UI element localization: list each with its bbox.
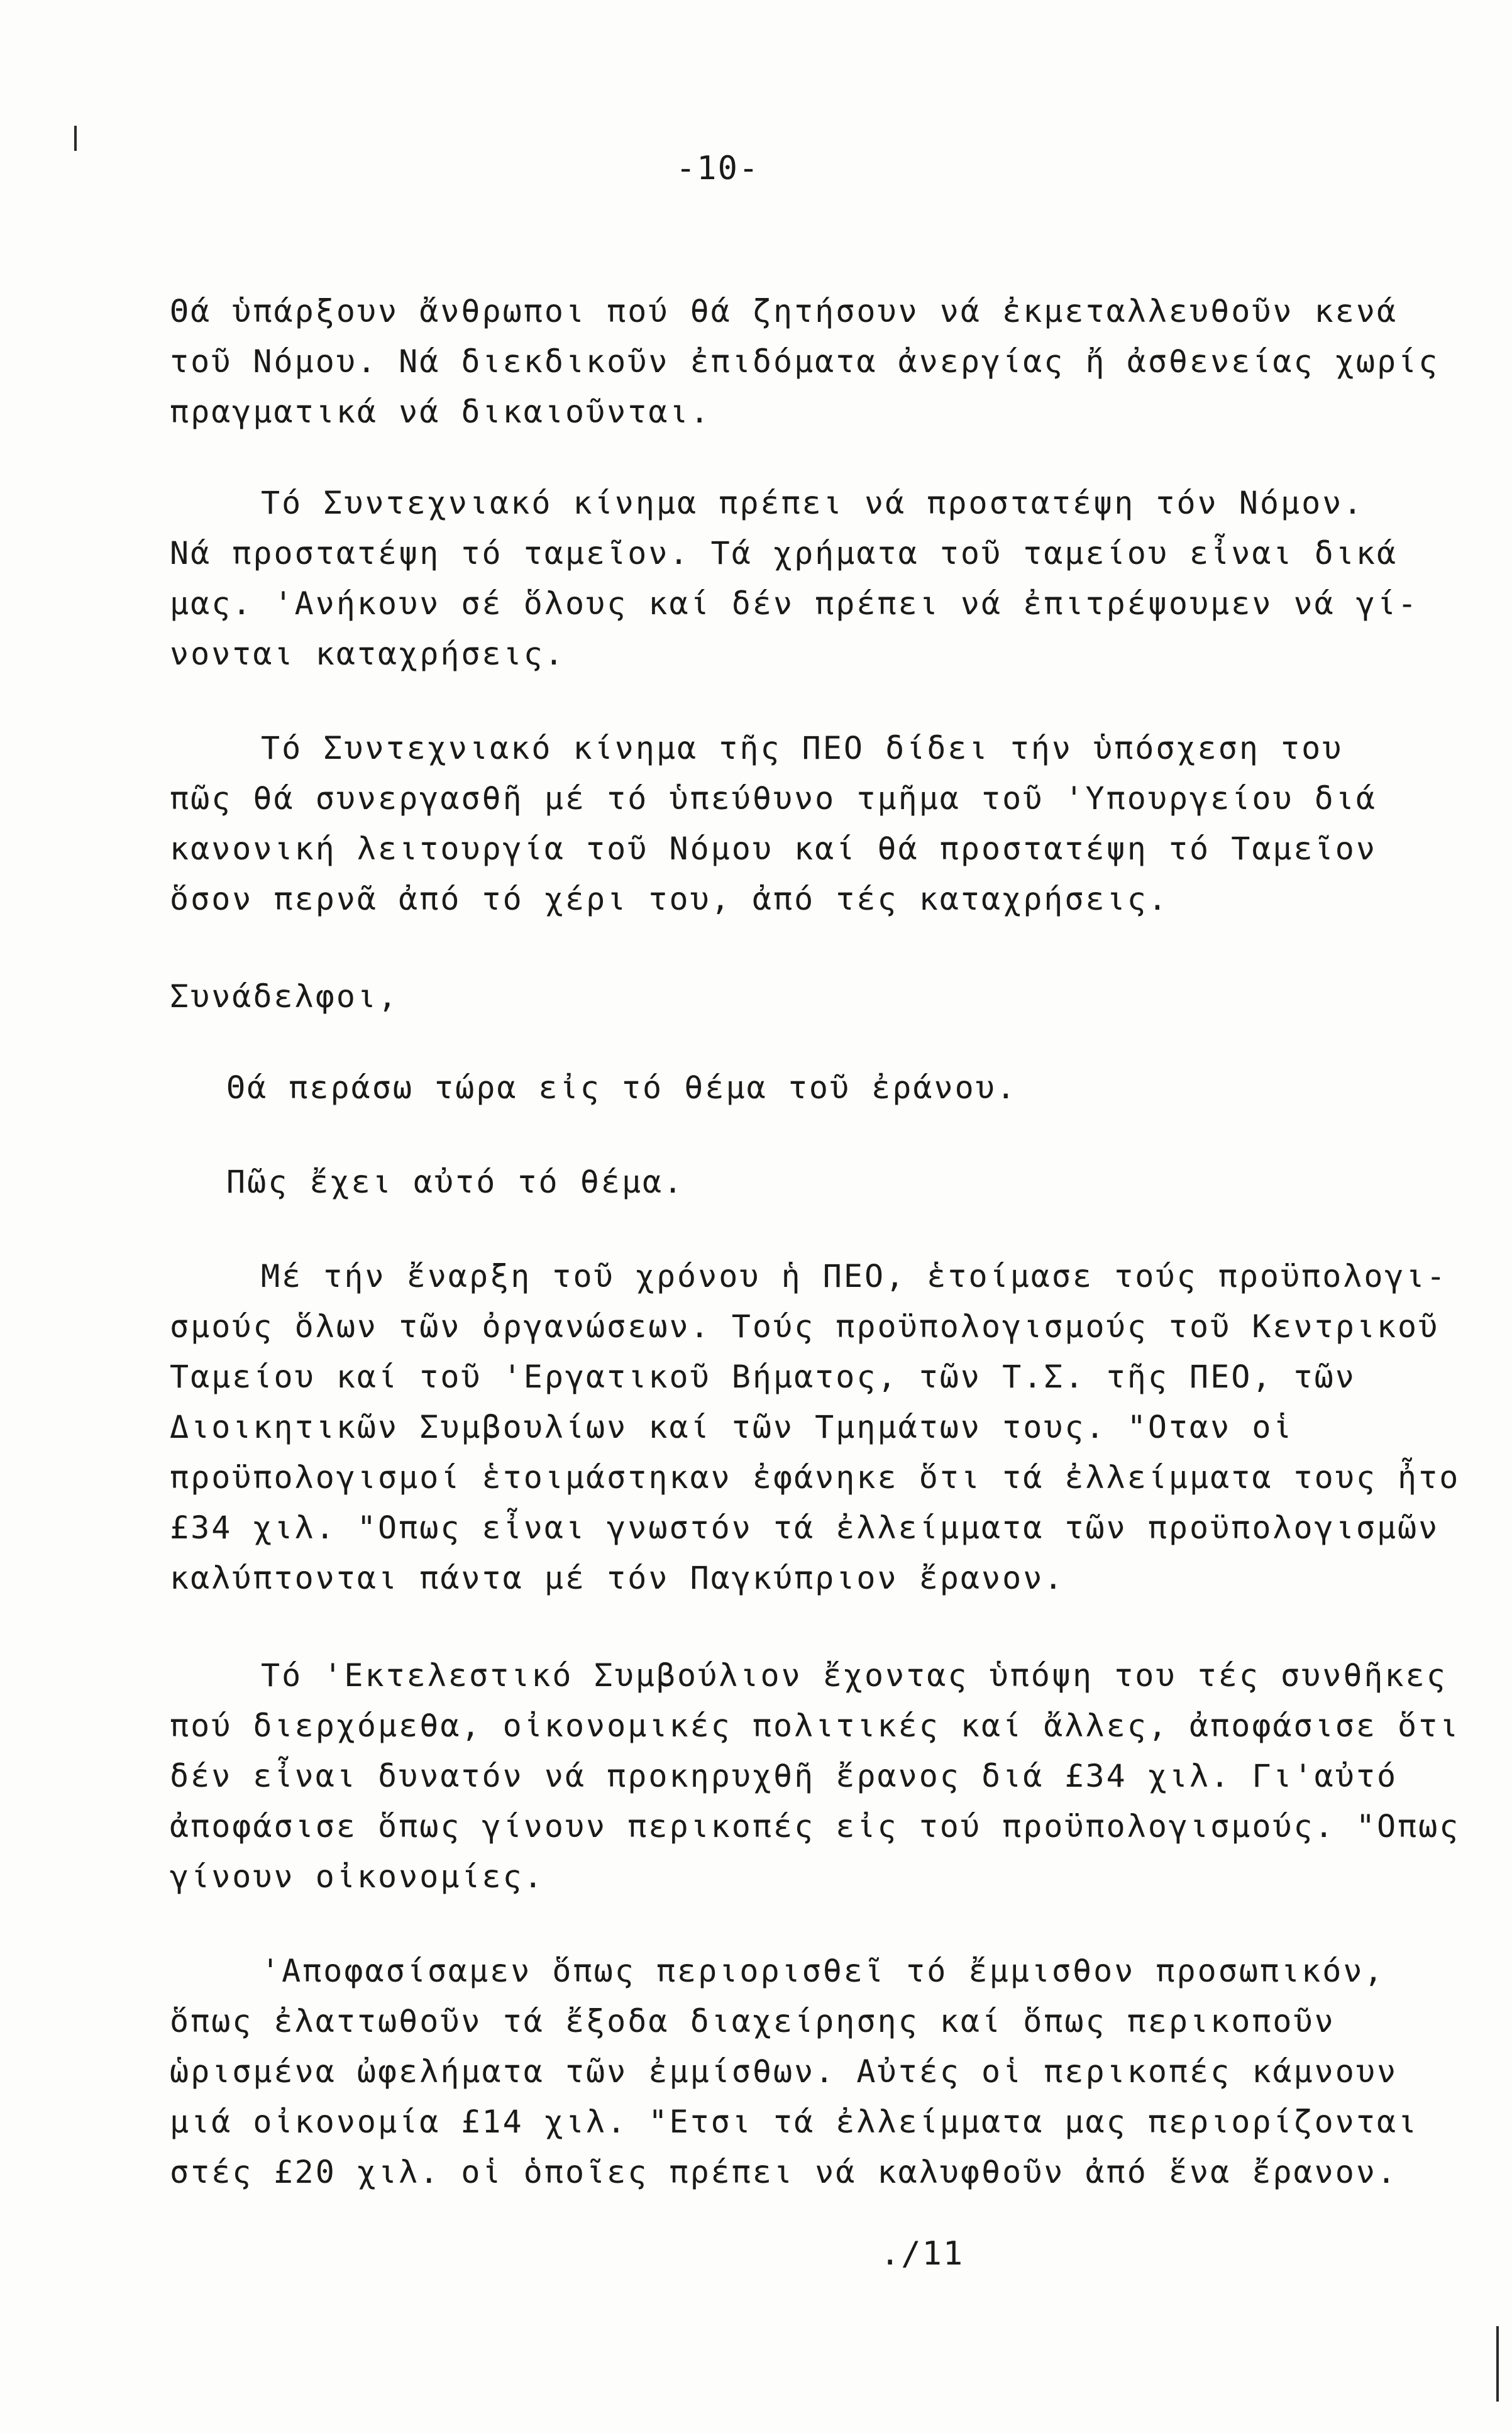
text-line: μας. 'Ανήκουν σέ ὅλους καί δέν πρέπει νά ἐπιτρέψουμεν νά γί-: [170, 585, 1419, 622]
text-line: Νά προστατέψη τό ταμεῖον. Τά χρήματα τοῦ ταμείου εἶναι δικά: [170, 535, 1398, 571]
salutation: Συνάδελφοι,: [170, 978, 399, 1015]
page-number: -10-: [676, 150, 760, 187]
text-line: στές £20 χιλ. οἱ ὁποῖες πρέπει νά καλυφθοῦν ἀπό ἕνα ἔρανον.: [170, 2154, 1398, 2190]
text-line: προϋπολογισμοί ἑτοιμάστηκαν ἐφάνηκε ὅτι τά ἐλλείμματα τους ἦτο: [170, 1459, 1460, 1496]
text-line: Τό Συντεχνιακό κίνημα τῆς ΠΕΟ δίδει τήν ὑπόσχεση του: [261, 730, 1344, 766]
continuation-marker: ./11: [880, 2235, 964, 2273]
scan-edge-mark: [1496, 2326, 1499, 2402]
text-line: Μέ τήν ἔναρξη τοῦ χρόνου ἡ ΠΕΟ, ἑτοίμασε τούς προϋπολογι-: [261, 1258, 1447, 1294]
text-line: πῶς θά συνεργασθῆ μέ τό ὑπεύθυνο τμῆμα τοῦ 'Υπουργείου διά: [170, 780, 1377, 817]
text-line: ὅσον περνᾶ ἀπό τό χέρι του, ἀπό τές καταχρήσεις.: [170, 881, 1169, 917]
text-line: γίνουν οἰκονομίες.: [170, 1858, 544, 1895]
text-line: Θά ὑπάρξουν ἄνθρωποι πού θά ζητήσουν νά ἐκμεταλλευθοῦν κενά: [170, 293, 1398, 329]
text-line: ὅπως ἐλαττωθοῦν τά ἔξοδα διαχείρησης καί ὅπως περικοποῦν: [170, 2003, 1335, 2039]
text-line: Τό Συντεχνιακό κίνημα πρέπει νά προστατέψη τόν Νόμον.: [261, 485, 1364, 521]
text-line: ὡρισμένα ὠφελήματα τῶν ἐμμίσθων. Αὐτές οἱ περικοπές κάμνουν: [170, 2053, 1398, 2090]
text-line: Ταμείου καί τοῦ 'Εργατικοῦ Βήματος, τῶν Τ.Σ. τῆς ΠΕΟ, τῶν: [170, 1359, 1356, 1395]
text-line: δέν εἶναι δυνατόν νά προκηρυχθῆ ἔρανος διά £34 χιλ. Γι'αὐτό: [170, 1758, 1398, 1794]
text-line: μιά οἰκονομία £14 χιλ. "Ετσι τά ἐλλείμματα μας περιορίζονται: [170, 2104, 1419, 2140]
text-line: ἀποφάσισε ὅπως γίνουν περικοπές εἰς τού προϋπολογισμούς. "Οπως: [170, 1808, 1460, 1845]
text-line: Τό 'Εκτελεστικό Συμβούλιον ἔχοντας ὑπόψη του τές συνθῆκες: [261, 1657, 1447, 1694]
text-line: νονται καταχρήσεις.: [170, 636, 565, 672]
scan-edge-mark: [74, 126, 77, 151]
text-line: καλύπτονται πάντα μέ τόν Παγκύπριον ἔρανον.: [170, 1560, 1065, 1596]
text-line: κανονική λειτουργία τοῦ Νόμου καί θά προστατέψη τό Ταμεῖον: [170, 830, 1377, 867]
text-line: σμούς ὅλων τῶν ὀργανώσεων. Τούς προϋπολογισμούς τοῦ Κεντρικοῦ: [170, 1308, 1440, 1345]
text-line: £34 χιλ. "Οπως εἶναι γνωστόν τά ἐλλείμματα τῶν προϋπολογισμῶν: [170, 1509, 1440, 1546]
text-line: πραγματικά νά δικαιοῦνται.: [170, 394, 711, 430]
text-line: πού διερχόμεθα, οἰκονομικές πολιτικές καί ἄλλες, ἀποφάσισε ὅτι: [170, 1708, 1460, 1744]
text-line: Πῶς ἔχει αὐτό τό θέμα.: [226, 1164, 685, 1200]
text-line: τοῦ Νόμου. Νά διεκδικοῦν ἐπιδόματα ἀνεργίας ἤ ἀσθενείας χωρίς: [170, 343, 1440, 380]
text-line: Διοικητικῶν Συμβουλίων καί τῶν Τμημάτων τους. "Οταν οἱ: [170, 1409, 1294, 1445]
text-line: 'Αποφασίσαμεν ὅπως περιορισθεῖ τό ἔμμισθον προσωπικόν,: [261, 1953, 1385, 1989]
text-line: Θά περάσω τώρα εἰς τό θέμα τοῦ ἐράνου.: [226, 1069, 1017, 1106]
